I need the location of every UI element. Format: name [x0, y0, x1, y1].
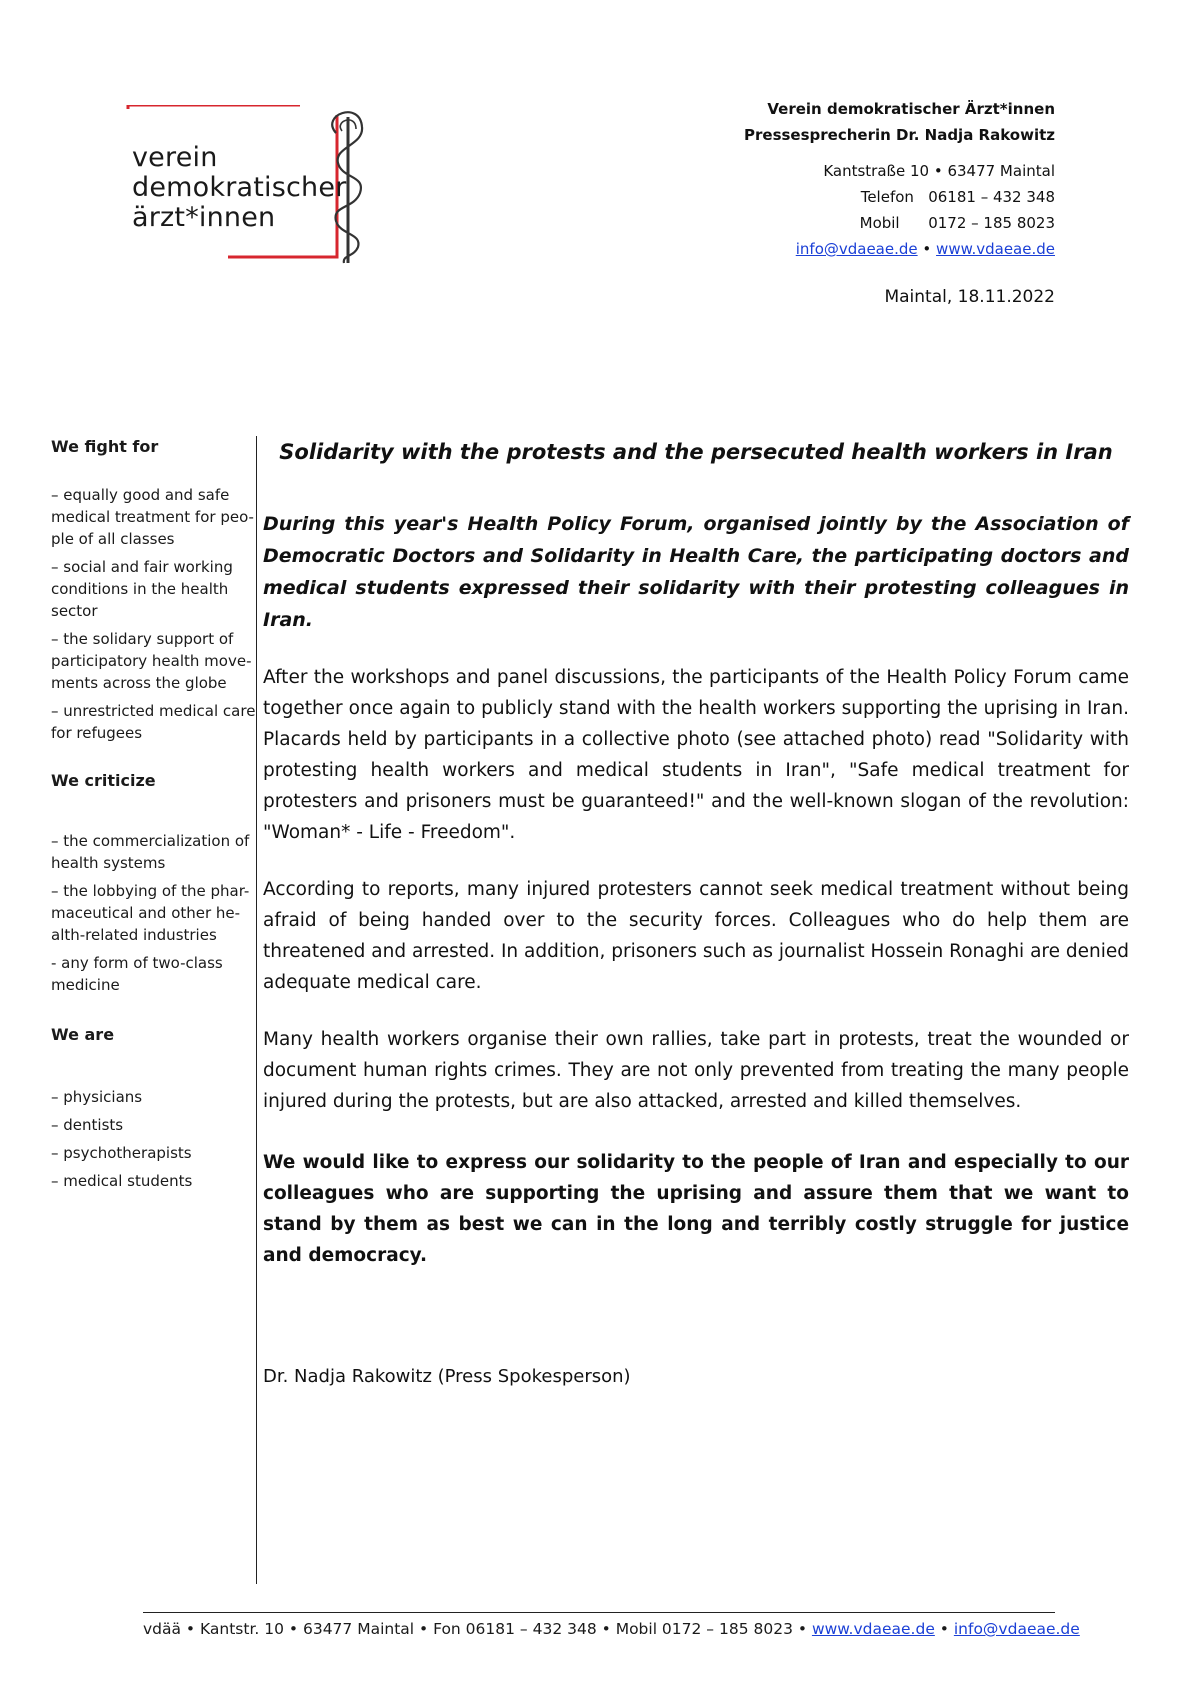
- body-paragraph-3: Many health workers organise their own rallies, take part in protests, treat the wounded or document human rights crimes. They are not only prevented from treating the many people injured during the protests, but are also attacked, arrested and killed themselves.: [263, 1029, 1129, 1112]
- sender-address: Kantstraße 10 • 63477 Maintal: [823, 162, 1055, 180]
- sidebar-heading-are: We are: [51, 1025, 115, 1044]
- signature: Dr. Nadja Rakowitz (Press Spokesperson): [263, 1366, 631, 1387]
- main-content: [263, 436, 1129, 1387]
- sidebar-are-item: – physicians: [51, 1088, 143, 1106]
- sender-block: [635, 96, 1055, 262]
- sidebar-criticize-item: – the commercialization of health systems: [51, 832, 250, 872]
- sidebar-criticize-item: - any form of two-class medicine: [51, 954, 223, 994]
- footer-separator: •: [934, 1620, 954, 1638]
- sidebar-heading-fight: We fight for: [51, 437, 159, 456]
- footer-text: vdää • Kantstr. 10 • 63477 Maintal • Fon 06181 – 432 348 • Mobil 0172 – 185 8023 •: [143, 1620, 812, 1638]
- footer-website-link[interactable]: www.vdaeae.de: [811, 1620, 935, 1638]
- footer: [143, 1620, 1080, 1638]
- body-paragraph-1: After the workshops and panel discussions, the participants of the Health Policy Forum came together once again to publicly stand with the health workers supporting the uprising in Iran. Placards held by participants in a collective photo (see attached photo) read "Solidarity with protesting health workers and medical students in Iran", "Safe medical treatment for protesters and prisoners must be guaranteed!" and the well-known slogan of the revolution: "Woman* - Life - Freedom".: [263, 667, 1129, 843]
- lead-paragraph: During this year's Health Policy Forum, organised jointly by the Association of Democratic Doctors and Solidarity in Health Care, the participating doctors and medical students expressed their solidarity with their protesting colleagues in Iran.: [263, 513, 1129, 631]
- sender-mobile: Mobil 0172 – 185 8023: [859, 214, 1055, 232]
- logo-line-2: demokratischer: [132, 172, 347, 203]
- sender-website-link[interactable]: www.vdaeae.de: [936, 240, 1055, 258]
- footer-rule: [143, 1612, 1055, 1613]
- sidebar-fight-item: – unrestricted medical care for refugees: [51, 702, 256, 742]
- sender-links: [635, 236, 1055, 262]
- sidebar-fight-item: – the solidary support of participatory health move-ments across the globe: [51, 630, 252, 692]
- logo-wordmark: [132, 143, 346, 233]
- sender-org: Verein demokratischer Ärzt*innen: [767, 100, 1055, 118]
- sidebar-are-item: – psychotherapists: [51, 1144, 192, 1162]
- logo-line-3: ärzt*innen: [132, 202, 276, 233]
- logo-line-1: verein: [132, 142, 218, 173]
- dateline: Maintal, 18.11.2022: [884, 287, 1055, 307]
- footer-email-link[interactable]: info@vdaeae.de: [953, 1620, 1080, 1638]
- logo: [120, 105, 400, 265]
- sidebar-heading-criticize: We criticize: [51, 771, 156, 790]
- sidebar-criticize-item: – the lobbying of the phar-maceutical and other he-alth-related industries: [51, 882, 250, 944]
- sidebar-are-item: – dentists: [51, 1116, 124, 1134]
- sender-separator: •: [922, 240, 932, 258]
- closing-paragraph: We would like to express our solidarity to the people of Iran and especially to our colleagues who are supporting the uprising and assure them that we want to stand by them as best we can in the long and terribly costly struggle for justice and democracy.: [263, 1152, 1129, 1266]
- sender-role: Pressesprecherin Dr. Nadja Rakowitz: [744, 126, 1055, 144]
- sidebar: [51, 436, 256, 1198]
- sidebar-fight-item: – social and fair working conditions in the health sector: [51, 558, 233, 620]
- column-divider: [256, 436, 257, 1584]
- sidebar-fight-item: – equally good and safe medical treatment for peo-ple of all classes: [51, 486, 254, 548]
- page-title: Solidarity with the protests and the persecuted health workers in Iran: [279, 440, 1113, 464]
- body-paragraph-2: According to reports, many injured protesters cannot seek medical treatment without being afraid of being handed over to the security forces. Colleagues who do help them are threatened and arrested. In addition, prisoners such as journalist Hossein Ronaghi are denied adequate medical care.: [263, 879, 1129, 993]
- sender-email-link[interactable]: info@vdaeae.de: [795, 240, 918, 258]
- sender-phone: Telefon 06181 – 432 348: [860, 188, 1055, 206]
- sidebar-are-item: – medical students: [51, 1172, 193, 1190]
